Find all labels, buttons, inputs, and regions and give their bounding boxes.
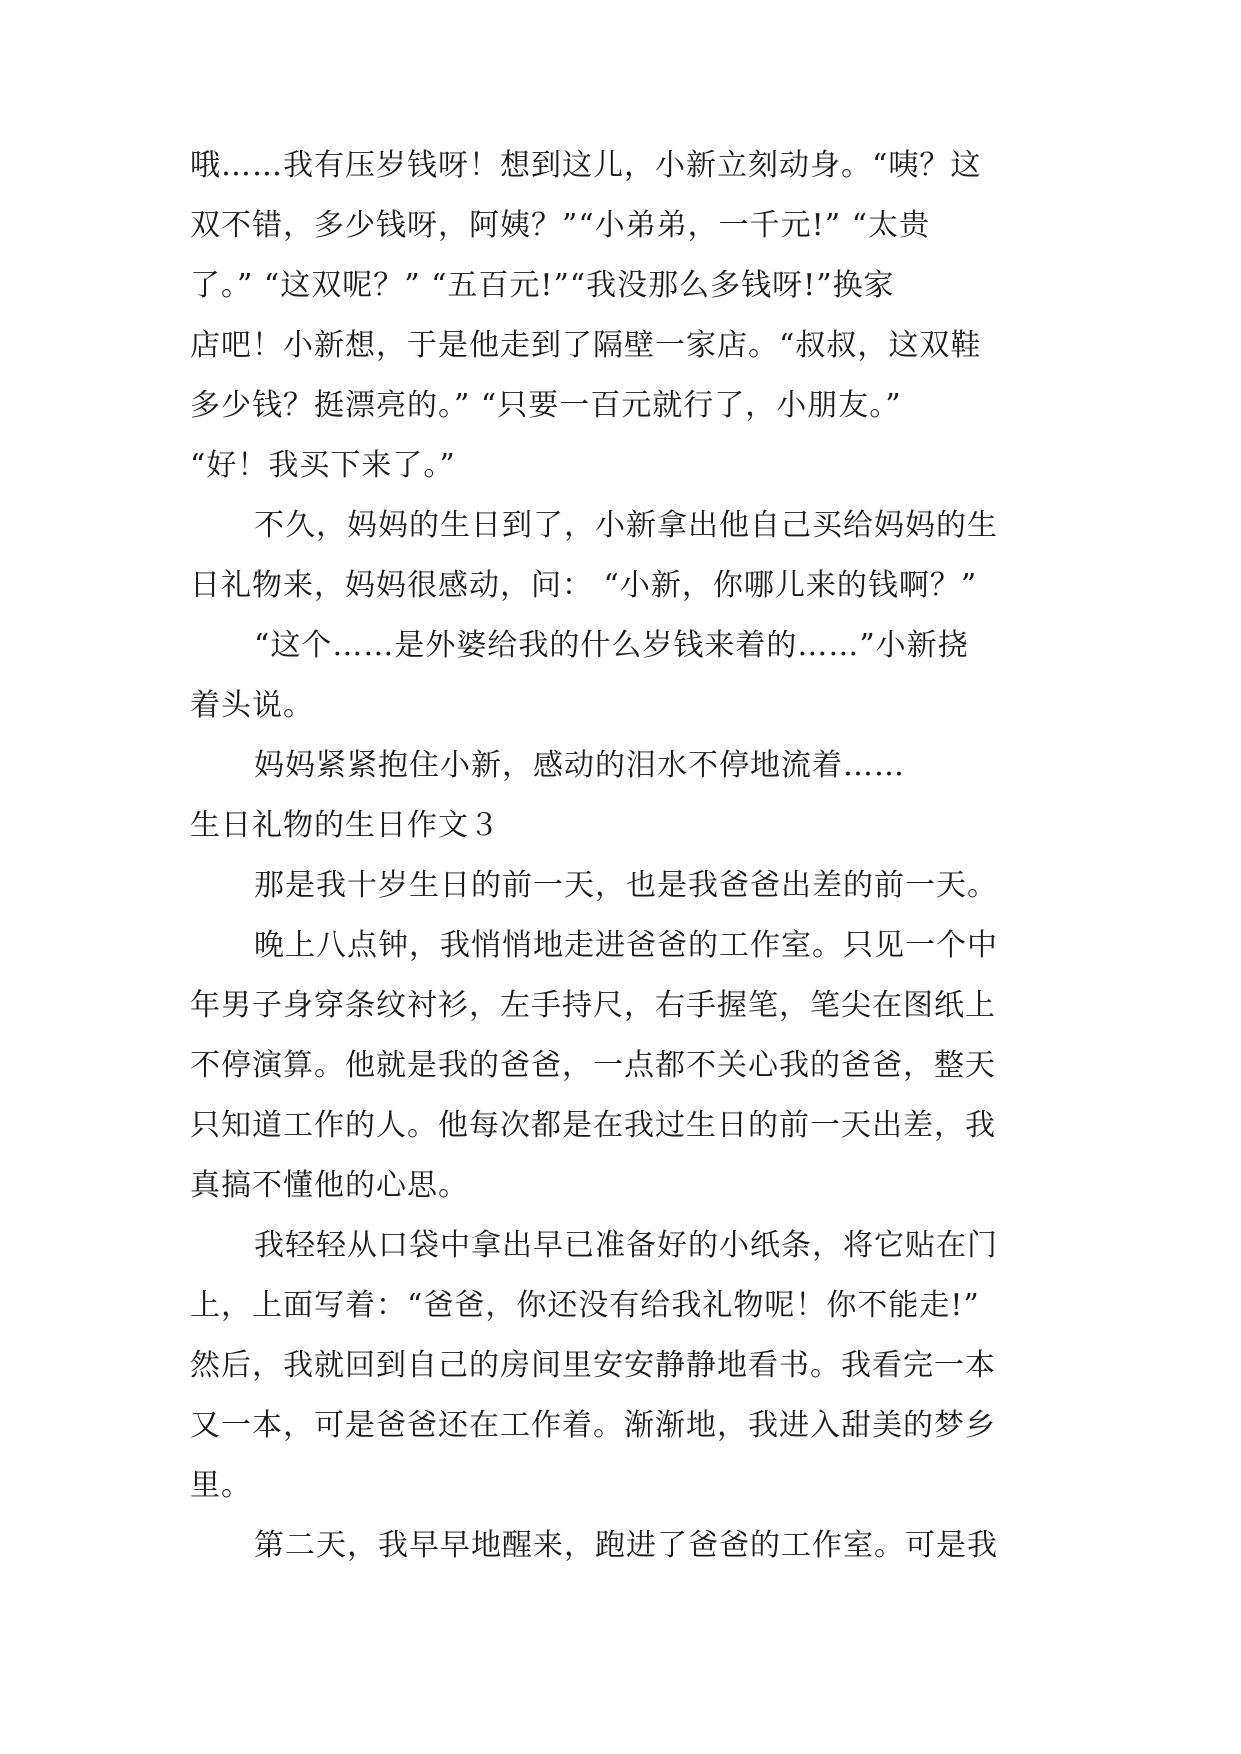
text-line: “好！我买下来了。” (190, 448, 456, 483)
text-line: 年男子身穿条纹衬衫，左手持尺，右手握笔，笔尖在图纸上 (190, 988, 996, 1023)
text-line: 多少钱？挺漂亮的。” “只要一百元就行了，小朋友。” (190, 388, 902, 423)
text-line: 上，上面写着：“爸爸，你还没有给我礼物呢！你不能走!” (190, 1288, 980, 1323)
document-body (190, 136, 1050, 1576)
text-line: 双不错，多少钱呀，阿姨？”“小弟弟，一千元!” “太贵 (190, 208, 930, 243)
text-line: 只知道工作的人。他每次都是在我过生日的前一天出差，我 (190, 1108, 996, 1143)
text-line: 第二天，我早早地醒来，跑进了爸爸的工作室。可是我 (254, 1528, 998, 1563)
text-line: 我轻轻从口袋中拿出早已准备好的小纸条，将它贴在门 (254, 1228, 998, 1263)
text-line: 哦……我有压岁钱呀！想到这儿，小新立刻动身。“咦？这 (190, 148, 982, 183)
section-heading: 生日礼物的生日作文３ (190, 808, 500, 843)
text-line: 晚上八点钟，我悄悄地走进爸爸的工作室。只见一个中 (254, 928, 998, 963)
text-line: 店吧！小新想，于是他走到了隔壁一家店。“叔叔，这双鞋 (190, 328, 982, 363)
text-line: 里。 (190, 1468, 252, 1503)
text-line: 不久，妈妈的生日到了，小新拿出他自己买给妈妈的生 (254, 508, 998, 543)
text-line: 又一本，可是爸爸还在工作着。渐渐地，我进入甜美的梦乡 (190, 1408, 996, 1443)
text-line: 妈妈紧紧抱住小新，感动的泪水不停地流着…… (254, 748, 905, 783)
text-line: 日礼物来，妈妈很感动，问： “小新，你哪儿来的钱啊？” (190, 568, 978, 603)
text-line: 真搞不懂他的心思。 (190, 1168, 469, 1203)
text-line: 了。” “这双呢？” “五百元!”“我没那么多钱呀!”换家 (190, 268, 895, 303)
text-line: “这个……是外婆给我的什么岁钱来着的……”小新挠 (254, 628, 969, 663)
text-line: 着头说。 (190, 688, 314, 723)
text-line: 不停演算。他就是我的爸爸，一点都不关心我的爸爸，整天 (190, 1048, 996, 1083)
text-line: 那是我十岁生日的前一天，也是我爸爸出差的前一天。 (254, 868, 998, 903)
text-line: 然后，我就回到自己的房间里安安静静地看书。我看完一本 (190, 1348, 996, 1383)
